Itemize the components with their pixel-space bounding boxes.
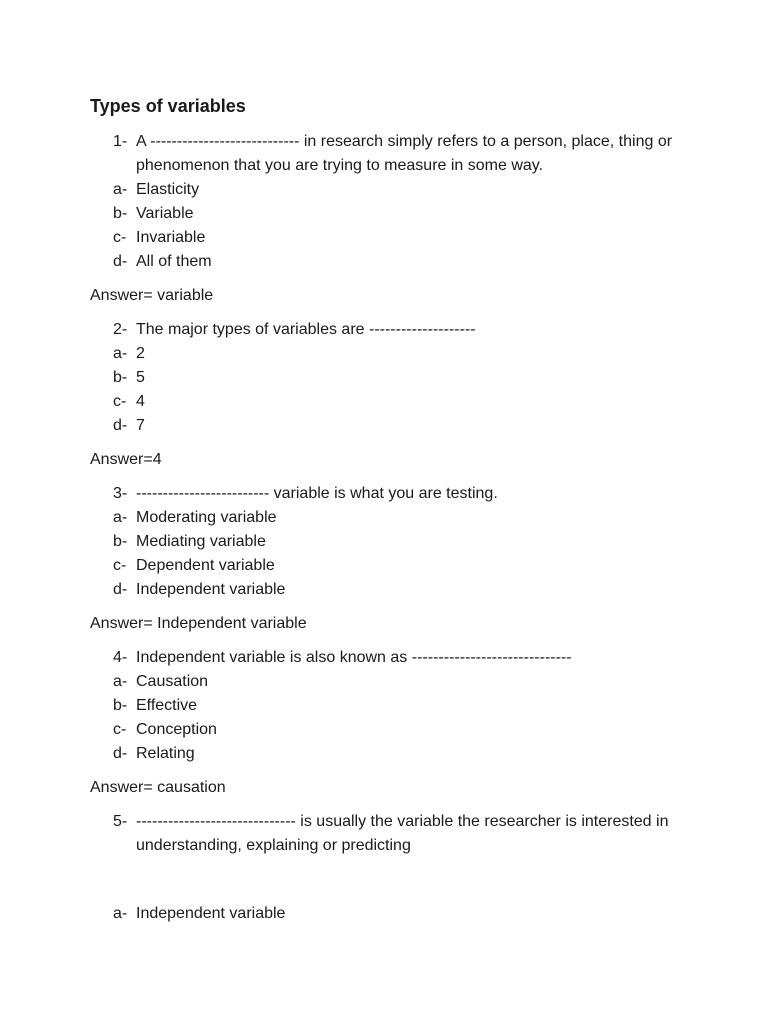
option-marker: c- xyxy=(113,229,127,246)
question-number: 4- xyxy=(113,649,128,666)
option-text: All of them xyxy=(136,253,212,270)
option-text: 5 xyxy=(136,369,145,386)
option-text: Invariable xyxy=(136,229,206,246)
option-text: Dependent variable xyxy=(136,557,275,574)
question-text: ------------------------- variable is what you are testing. xyxy=(136,485,498,502)
answer-2: Answer=4 xyxy=(90,451,162,468)
option-marker: b- xyxy=(113,697,128,714)
answer-4: Answer= causation xyxy=(90,779,226,796)
question-text: A ---------------------------- in research simply refers to a person, place, thing or xyxy=(136,133,673,150)
option-marker: b- xyxy=(113,533,128,550)
option-text: Relating xyxy=(136,745,195,762)
option-text: Independent variable xyxy=(136,905,286,922)
option-text: Elasticity xyxy=(136,181,200,198)
question-text: Independent variable is also known as ------------------------------ xyxy=(136,649,572,666)
option-marker: a- xyxy=(113,905,128,922)
option-text: Moderating variable xyxy=(136,509,277,526)
question-text: ------------------------------ is usually the variable the researcher is interested in xyxy=(136,813,669,830)
option-text: Variable xyxy=(136,205,194,222)
question-text: The major types of variables are -------------------- xyxy=(136,321,476,338)
option-marker: d- xyxy=(113,253,128,270)
option-marker: d- xyxy=(113,581,128,598)
answer-3: Answer= Independent variable xyxy=(90,615,307,632)
option-text: 2 xyxy=(136,345,145,362)
option-marker: b- xyxy=(113,369,128,386)
option-marker: b- xyxy=(113,205,128,222)
option-text: 7 xyxy=(136,417,145,434)
option-text: Conception xyxy=(136,721,217,738)
option-text: Independent variable xyxy=(136,581,286,598)
option-text: 4 xyxy=(136,393,145,410)
option-marker: d- xyxy=(113,417,128,434)
option-marker: a- xyxy=(113,509,128,526)
question-number: 1- xyxy=(113,133,128,150)
option-text: Causation xyxy=(136,673,209,690)
option-marker: a- xyxy=(113,181,128,198)
page-title: Types of variables xyxy=(90,96,246,116)
option-marker: c- xyxy=(113,557,127,574)
option-marker: c- xyxy=(113,721,127,738)
option-text: Mediating variable xyxy=(136,533,266,550)
answer-1: Answer= variable xyxy=(90,287,214,304)
option-text: Effective xyxy=(136,697,198,714)
option-marker: d- xyxy=(113,745,128,762)
question-text: understanding, explaining or predicting xyxy=(136,837,411,854)
question-number: 3- xyxy=(113,485,128,502)
option-marker: c- xyxy=(113,393,127,410)
question-number: 2- xyxy=(113,321,128,338)
question-number: 5- xyxy=(113,813,128,830)
option-marker: a- xyxy=(113,673,128,690)
option-marker: a- xyxy=(113,345,128,362)
question-text: phenomenon that you are trying to measure in some way. xyxy=(136,157,544,174)
